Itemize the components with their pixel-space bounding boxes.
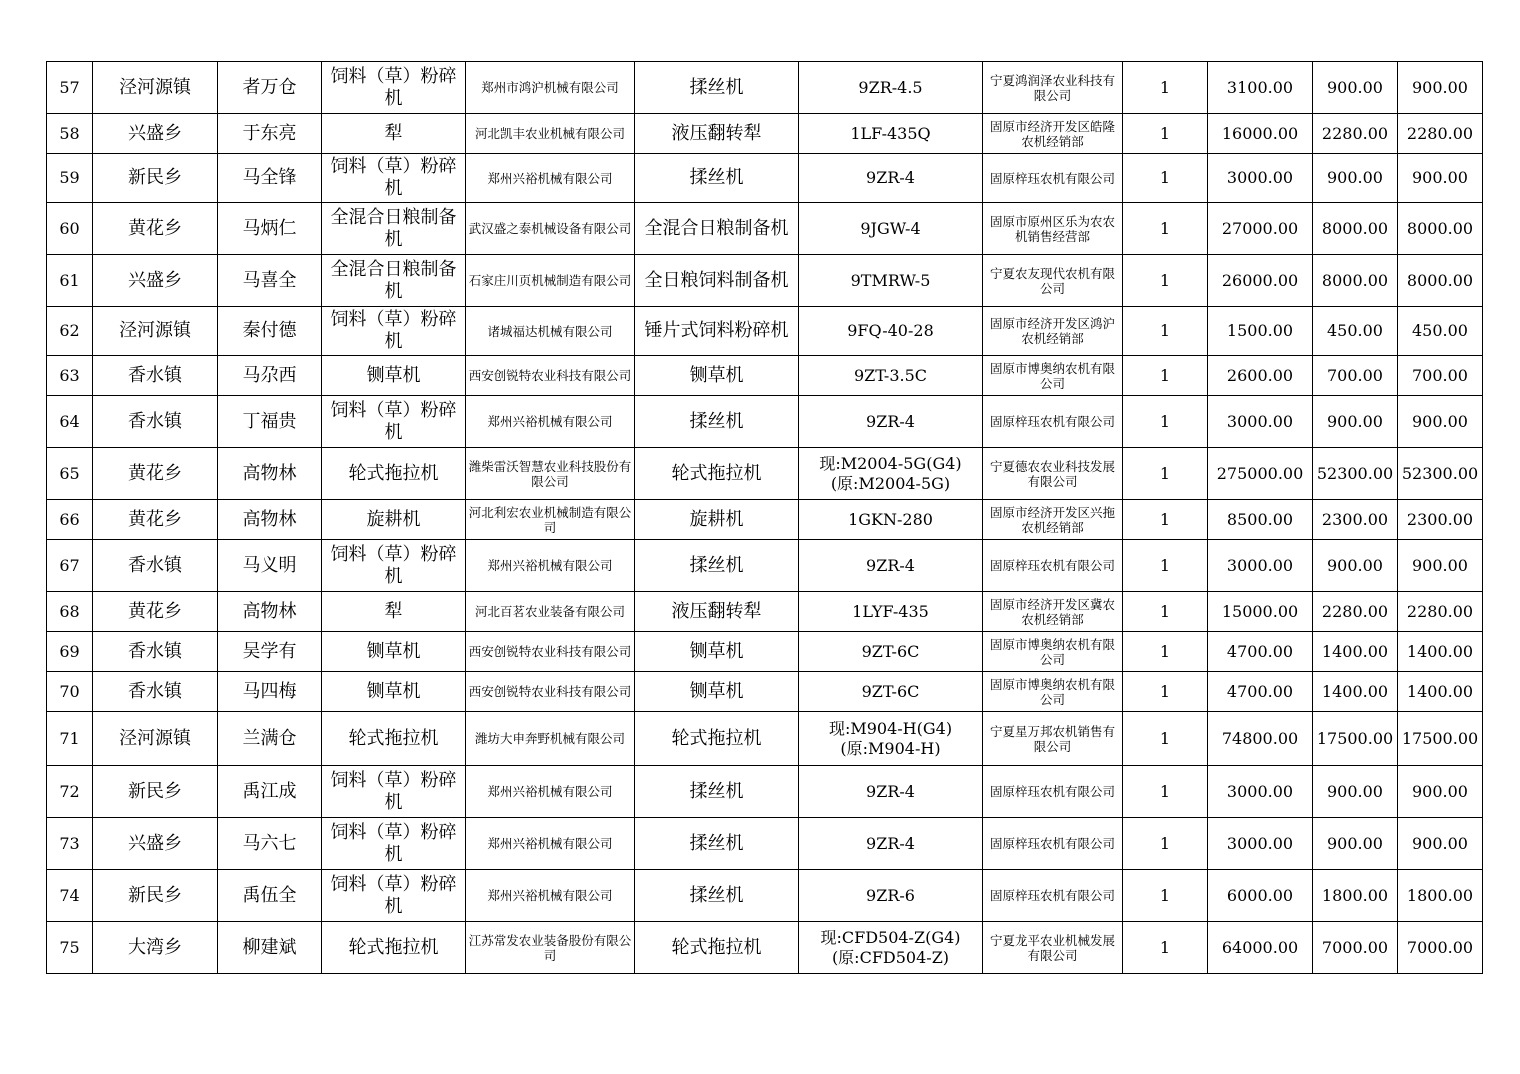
subsidy-total-cell: 900.00 (1398, 62, 1483, 114)
model-cell: 9ZR-6 (799, 870, 983, 922)
township-cell: 泾河源镇 (93, 307, 218, 356)
manufacturer-cell: 郑州兴裕机械有限公司 (466, 818, 635, 870)
quantity-cell: 1 (1123, 500, 1208, 540)
table-row (47, 672, 1483, 712)
quantity-cell: 1 (1123, 255, 1208, 307)
manufacturer-cell: 郑州兴裕机械有限公司 (466, 766, 635, 818)
subsidy-total-cell: 2280.00 (1398, 114, 1483, 154)
township-cell: 泾河源镇 (93, 712, 218, 766)
subsidy-cell: 17500.00 (1313, 712, 1398, 766)
price-cell: 16000.00 (1208, 114, 1313, 154)
price-cell: 26000.00 (1208, 255, 1313, 307)
row-number: 65 (47, 448, 93, 500)
table-row (47, 500, 1483, 540)
subsidy-cell: 1400.00 (1313, 632, 1398, 672)
subsidy-total-cell: 900.00 (1398, 154, 1483, 203)
table-row (47, 540, 1483, 592)
table-row (47, 818, 1483, 870)
row-number: 72 (47, 766, 93, 818)
row-number: 66 (47, 500, 93, 540)
table-row (47, 356, 1483, 396)
row-number: 64 (47, 396, 93, 448)
product-name-cell: 液压翻转犁 (635, 114, 799, 154)
quantity-cell: 1 (1123, 592, 1208, 632)
product-name-cell: 旋耕机 (635, 500, 799, 540)
price-cell: 3000.00 (1208, 396, 1313, 448)
township-cell: 香水镇 (93, 356, 218, 396)
farmer-name-cell: 马尕西 (218, 356, 322, 396)
product-name-cell: 锤片式饲料粉碎机 (635, 307, 799, 356)
row-number: 59 (47, 154, 93, 203)
table-body (47, 62, 1483, 974)
subsidy-total-cell: 1400.00 (1398, 672, 1483, 712)
dealer-cell: 固原市经济开发区皓隆农机经销部 (983, 114, 1123, 154)
product-name-cell: 铡草机 (635, 632, 799, 672)
model-cell: 9ZR-4 (799, 766, 983, 818)
township-cell: 兴盛乡 (93, 818, 218, 870)
machine-type-cell: 饲料（草）粉碎机 (322, 154, 466, 203)
dealer-cell: 宁夏星万邦农机销售有限公司 (983, 712, 1123, 766)
price-cell: 3000.00 (1208, 154, 1313, 203)
manufacturer-cell: 潍坊大申奔野机械有限公司 (466, 712, 635, 766)
model-cell: 9ZR-4.5 (799, 62, 983, 114)
subsidy-total-cell: 52300.00 (1398, 448, 1483, 500)
subsidy-total-cell: 900.00 (1398, 540, 1483, 592)
dealer-cell: 固原市经济开发区鸿沪农机经销部 (983, 307, 1123, 356)
product-name-cell: 全日粮饲料制备机 (635, 255, 799, 307)
machine-type-cell: 铡草机 (322, 632, 466, 672)
table-row (47, 255, 1483, 307)
township-cell: 黄花乡 (93, 448, 218, 500)
model-cell: 9ZT-6C (799, 632, 983, 672)
model-cell: 9JGW-4 (799, 203, 983, 255)
subsidy-cell: 700.00 (1313, 356, 1398, 396)
machine-type-cell: 旋耕机 (322, 500, 466, 540)
farmer-name-cell: 兰满仓 (218, 712, 322, 766)
price-cell: 3100.00 (1208, 62, 1313, 114)
model-cell: 现:M2004-5G(G4)(原:M2004-5G) (799, 448, 983, 500)
farmer-name-cell: 于东亮 (218, 114, 322, 154)
subsidy-total-cell: 900.00 (1398, 766, 1483, 818)
manufacturer-cell: 西安创锐特农业科技有限公司 (466, 632, 635, 672)
row-number: 57 (47, 62, 93, 114)
subsidy-total-cell: 8000.00 (1398, 255, 1483, 307)
quantity-cell: 1 (1123, 922, 1208, 974)
row-number: 68 (47, 592, 93, 632)
township-cell: 泾河源镇 (93, 62, 218, 114)
farmer-name-cell: 马炳仁 (218, 203, 322, 255)
dealer-cell: 固原市原州区乐为农农机销售经营部 (983, 203, 1123, 255)
price-cell: 15000.00 (1208, 592, 1313, 632)
table-row (47, 592, 1483, 632)
subsidy-total-cell: 8000.00 (1398, 203, 1483, 255)
township-cell: 大湾乡 (93, 922, 218, 974)
township-cell: 兴盛乡 (93, 114, 218, 154)
price-cell: 2600.00 (1208, 356, 1313, 396)
machine-type-cell: 饲料（草）粉碎机 (322, 870, 466, 922)
model-cell: 9FQ-40-28 (799, 307, 983, 356)
subsidy-cell: 900.00 (1313, 540, 1398, 592)
machine-type-cell: 饲料（草）粉碎机 (322, 307, 466, 356)
subsidy-cell: 900.00 (1313, 154, 1398, 203)
machine-type-cell: 铡草机 (322, 356, 466, 396)
quantity-cell: 1 (1123, 712, 1208, 766)
machine-type-cell: 轮式拖拉机 (322, 922, 466, 974)
model-cell: 9ZR-4 (799, 154, 983, 203)
dealer-cell: 固原梓珏农机有限公司 (983, 870, 1123, 922)
machine-type-cell: 全混合日粮制备机 (322, 203, 466, 255)
price-cell: 275000.00 (1208, 448, 1313, 500)
farmer-name-cell: 禹伍全 (218, 870, 322, 922)
subsidy-table (46, 61, 1483, 974)
model-cell: 9ZR-4 (799, 818, 983, 870)
machine-type-cell: 饲料（草）粉碎机 (322, 396, 466, 448)
table-row (47, 114, 1483, 154)
row-number: 70 (47, 672, 93, 712)
manufacturer-cell: 郑州兴裕机械有限公司 (466, 870, 635, 922)
manufacturer-cell: 郑州市鸿沪机械有限公司 (466, 62, 635, 114)
price-cell: 4700.00 (1208, 672, 1313, 712)
product-name-cell: 铡草机 (635, 672, 799, 712)
farmer-name-cell: 秦付德 (218, 307, 322, 356)
subsidy-total-cell: 2300.00 (1398, 500, 1483, 540)
table-row (47, 307, 1483, 356)
dealer-cell: 固原市博奥纳农机有限公司 (983, 672, 1123, 712)
model-cell: 1GKN-280 (799, 500, 983, 540)
manufacturer-cell: 郑州兴裕机械有限公司 (466, 540, 635, 592)
quantity-cell: 1 (1123, 540, 1208, 592)
model-cell: 1LYF-435 (799, 592, 983, 632)
subsidy-cell: 900.00 (1313, 818, 1398, 870)
row-number: 58 (47, 114, 93, 154)
subsidy-cell: 2280.00 (1313, 114, 1398, 154)
model-cell: 9ZR-4 (799, 396, 983, 448)
subsidy-cell: 2300.00 (1313, 500, 1398, 540)
table-row (47, 203, 1483, 255)
manufacturer-cell: 郑州兴裕机械有限公司 (466, 154, 635, 203)
row-number: 73 (47, 818, 93, 870)
model-cell: 9ZT-6C (799, 672, 983, 712)
township-cell: 新民乡 (93, 154, 218, 203)
model-cell: 9ZT-3.5C (799, 356, 983, 396)
quantity-cell: 1 (1123, 114, 1208, 154)
row-number: 62 (47, 307, 93, 356)
manufacturer-cell: 河北百茗农业装备有限公司 (466, 592, 635, 632)
subsidy-cell: 1800.00 (1313, 870, 1398, 922)
price-cell: 27000.00 (1208, 203, 1313, 255)
row-number: 69 (47, 632, 93, 672)
subsidy-total-cell: 7000.00 (1398, 922, 1483, 974)
row-number: 63 (47, 356, 93, 396)
table-row (47, 870, 1483, 922)
dealer-cell: 宁夏鸿润泽农业科技有限公司 (983, 62, 1123, 114)
machine-type-cell: 饲料（草）粉碎机 (322, 540, 466, 592)
township-cell: 香水镇 (93, 396, 218, 448)
product-name-cell: 揉丝机 (635, 62, 799, 114)
product-name-cell: 轮式拖拉机 (635, 712, 799, 766)
model-cell: 9TMRW-5 (799, 255, 983, 307)
product-name-cell: 液压翻转犁 (635, 592, 799, 632)
township-cell: 香水镇 (93, 632, 218, 672)
subsidy-total-cell: 900.00 (1398, 396, 1483, 448)
township-cell: 香水镇 (93, 540, 218, 592)
manufacturer-cell: 江苏常发农业装备股份有限公司 (466, 922, 635, 974)
quantity-cell: 1 (1123, 307, 1208, 356)
township-cell: 新民乡 (93, 766, 218, 818)
quantity-cell: 1 (1123, 62, 1208, 114)
farmer-name-cell: 马义明 (218, 540, 322, 592)
manufacturer-cell: 郑州兴裕机械有限公司 (466, 396, 635, 448)
quantity-cell: 1 (1123, 766, 1208, 818)
farmer-name-cell: 柳建斌 (218, 922, 322, 974)
model-cell: 现:M904-H(G4)(原:M904-H) (799, 712, 983, 766)
dealer-cell: 固原市博奥纳农机有限公司 (983, 632, 1123, 672)
dealer-cell: 固原梓珏农机有限公司 (983, 154, 1123, 203)
product-name-cell: 铡草机 (635, 356, 799, 396)
manufacturer-cell: 河北利宏农业机械制造有限公司 (466, 500, 635, 540)
machine-type-cell: 饲料（草）粉碎机 (322, 766, 466, 818)
subsidy-cell: 900.00 (1313, 766, 1398, 818)
subsidy-total-cell: 1800.00 (1398, 870, 1483, 922)
dealer-cell: 固原梓珏农机有限公司 (983, 818, 1123, 870)
quantity-cell: 1 (1123, 672, 1208, 712)
quantity-cell: 1 (1123, 870, 1208, 922)
machine-type-cell: 轮式拖拉机 (322, 712, 466, 766)
subsidy-cell: 52300.00 (1313, 448, 1398, 500)
price-cell: 6000.00 (1208, 870, 1313, 922)
dealer-cell: 固原梓珏农机有限公司 (983, 766, 1123, 818)
dealer-cell: 固原市经济开发区冀农农机经销部 (983, 592, 1123, 632)
farmer-name-cell: 禹江成 (218, 766, 322, 818)
table-row (47, 154, 1483, 203)
price-cell: 3000.00 (1208, 766, 1313, 818)
table-row (47, 62, 1483, 114)
price-cell: 3000.00 (1208, 818, 1313, 870)
farmer-name-cell: 马喜全 (218, 255, 322, 307)
dealer-cell: 固原市博奥纳农机有限公司 (983, 356, 1123, 396)
farmer-name-cell: 高物林 (218, 448, 322, 500)
product-name-cell: 揉丝机 (635, 540, 799, 592)
manufacturer-cell: 西安创锐特农业科技有限公司 (466, 356, 635, 396)
table-row (47, 396, 1483, 448)
quantity-cell: 1 (1123, 396, 1208, 448)
price-cell: 74800.00 (1208, 712, 1313, 766)
quantity-cell: 1 (1123, 356, 1208, 396)
quantity-cell: 1 (1123, 203, 1208, 255)
machine-type-cell: 犁 (322, 592, 466, 632)
farmer-name-cell: 马四梅 (218, 672, 322, 712)
subsidy-cell: 7000.00 (1313, 922, 1398, 974)
manufacturer-cell: 潍柴雷沃智慧农业科技股份有限公司 (466, 448, 635, 500)
price-cell: 1500.00 (1208, 307, 1313, 356)
product-name-cell: 轮式拖拉机 (635, 448, 799, 500)
farmer-name-cell: 丁福贵 (218, 396, 322, 448)
row-number: 74 (47, 870, 93, 922)
product-name-cell: 全混合日粮制备机 (635, 203, 799, 255)
manufacturer-cell: 诸城福达机械有限公司 (466, 307, 635, 356)
farmer-name-cell: 马六七 (218, 818, 322, 870)
dealer-cell: 固原梓珏农机有限公司 (983, 540, 1123, 592)
township-cell: 黄花乡 (93, 203, 218, 255)
subsidy-total-cell: 450.00 (1398, 307, 1483, 356)
model-cell: 现:CFD504-Z(G4)(原:CFD504-Z) (799, 922, 983, 974)
machine-type-cell: 饲料（草）粉碎机 (322, 818, 466, 870)
dealer-cell: 固原市经济开发区兴拖农机经销部 (983, 500, 1123, 540)
model-cell: 9ZR-4 (799, 540, 983, 592)
table-row (47, 632, 1483, 672)
township-cell: 黄花乡 (93, 500, 218, 540)
table-row (47, 766, 1483, 818)
subsidy-total-cell: 700.00 (1398, 356, 1483, 396)
subsidy-cell: 8000.00 (1313, 203, 1398, 255)
product-name-cell: 揉丝机 (635, 870, 799, 922)
manufacturer-cell: 西安创锐特农业科技有限公司 (466, 672, 635, 712)
farmer-name-cell: 高物林 (218, 592, 322, 632)
machine-type-cell: 轮式拖拉机 (322, 448, 466, 500)
quantity-cell: 1 (1123, 154, 1208, 203)
table-row (47, 712, 1483, 766)
row-number: 60 (47, 203, 93, 255)
subsidy-total-cell: 900.00 (1398, 818, 1483, 870)
table-row (47, 448, 1483, 500)
manufacturer-cell: 河北凯丰农业机械有限公司 (466, 114, 635, 154)
subsidy-cell: 8000.00 (1313, 255, 1398, 307)
dealer-cell: 固原梓珏农机有限公司 (983, 396, 1123, 448)
model-cell: 1LF-435Q (799, 114, 983, 154)
township-cell: 兴盛乡 (93, 255, 218, 307)
price-cell: 64000.00 (1208, 922, 1313, 974)
quantity-cell: 1 (1123, 818, 1208, 870)
subsidy-cell: 450.00 (1313, 307, 1398, 356)
subsidy-cell: 1400.00 (1313, 672, 1398, 712)
manufacturer-cell: 武汉盛之泰机械设备有限公司 (466, 203, 635, 255)
farmer-name-cell: 吴学有 (218, 632, 322, 672)
dealer-cell: 宁夏农友现代农机有限公司 (983, 255, 1123, 307)
township-cell: 香水镇 (93, 672, 218, 712)
product-name-cell: 揉丝机 (635, 154, 799, 203)
manufacturer-cell: 石家庄川页机械制造有限公司 (466, 255, 635, 307)
township-cell: 新民乡 (93, 870, 218, 922)
price-cell: 8500.00 (1208, 500, 1313, 540)
table-row (47, 922, 1483, 974)
farmer-name-cell: 高物林 (218, 500, 322, 540)
dealer-cell: 宁夏龙平农业机械发展有限公司 (983, 922, 1123, 974)
machine-type-cell: 全混合日粮制备机 (322, 255, 466, 307)
subsidy-total-cell: 1400.00 (1398, 632, 1483, 672)
quantity-cell: 1 (1123, 632, 1208, 672)
machine-type-cell: 犁 (322, 114, 466, 154)
machine-type-cell: 饲料（草）粉碎机 (322, 62, 466, 114)
price-cell: 3000.00 (1208, 540, 1313, 592)
subsidy-cell: 2280.00 (1313, 592, 1398, 632)
product-name-cell: 轮式拖拉机 (635, 922, 799, 974)
product-name-cell: 揉丝机 (635, 396, 799, 448)
row-number: 71 (47, 712, 93, 766)
row-number: 67 (47, 540, 93, 592)
subsidy-cell: 900.00 (1313, 396, 1398, 448)
machine-type-cell: 铡草机 (322, 672, 466, 712)
price-cell: 4700.00 (1208, 632, 1313, 672)
farmer-name-cell: 者万仓 (218, 62, 322, 114)
product-name-cell: 揉丝机 (635, 818, 799, 870)
farmer-name-cell: 马全锋 (218, 154, 322, 203)
row-number: 61 (47, 255, 93, 307)
township-cell: 黄花乡 (93, 592, 218, 632)
dealer-cell: 宁夏德农农业科技发展有限公司 (983, 448, 1123, 500)
subsidy-total-cell: 2280.00 (1398, 592, 1483, 632)
subsidy-cell: 900.00 (1313, 62, 1398, 114)
product-name-cell: 揉丝机 (635, 766, 799, 818)
quantity-cell: 1 (1123, 448, 1208, 500)
subsidy-total-cell: 17500.00 (1398, 712, 1483, 766)
row-number: 75 (47, 922, 93, 974)
